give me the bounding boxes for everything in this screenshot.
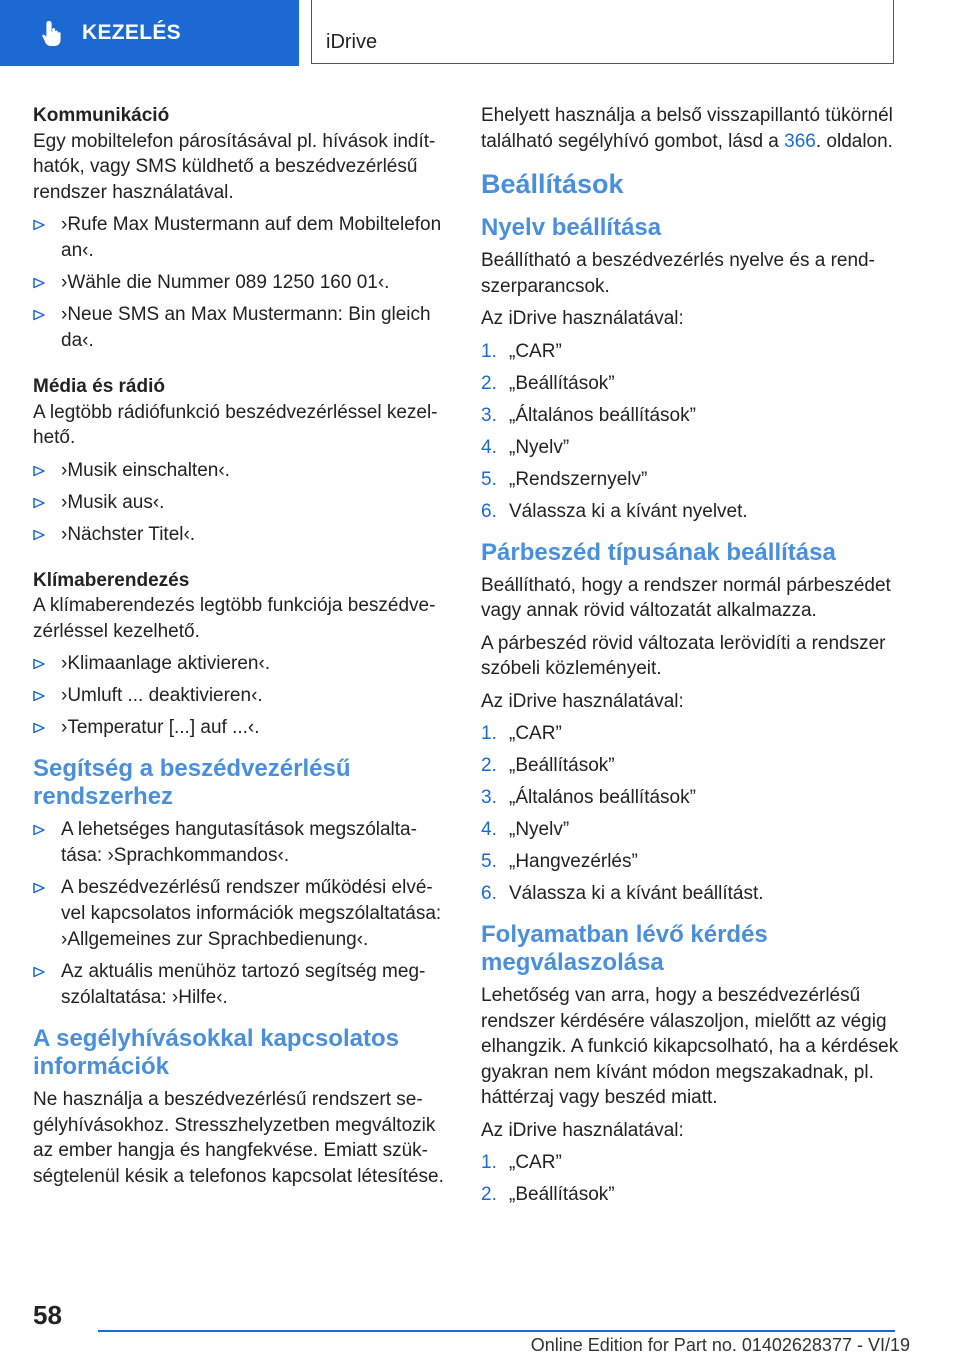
page-reference-link[interactable]: 366 [784,130,816,152]
triangle-bullet-icon [33,824,45,836]
step-item: 5. „Rendszernyelv” [481,468,648,490]
help-list [33,817,451,1011]
language-text: Beállítható a beszédvezérlés nyelve és a rend-szerparancsok. [481,250,875,297]
list-item: ›Wähle die Nummer 089 1250 160 01‹. [33,270,451,296]
komm-title: Kommunikáció [33,105,170,126]
edition-text: Online Edition for Part no. 01402628377 - VI/19 [530,1335,910,1355]
emergency-heading: A segélyhívásokkal kapcsolatos információk [33,1025,399,1080]
language-heading: Nyelv beállítása [481,214,662,241]
list-item: A beszédvezérlésű rendszer működési elvé-vel kapcsolatos információk megszólaltatása: ›Allgemeines zur Sprachbedienung‹. [33,875,451,953]
klima-text: A klímaberendezés legtöbb funkciója beszédve-zérléssel kezelhető. [33,595,436,642]
page-number: 58 [33,1300,62,1330]
step-item: 3. „Általános beállítások” [481,787,696,808]
pending-idrive: Az iDrive használatával: [481,1119,684,1141]
chapter-header [311,0,894,64]
triangle-bullet-icon [33,277,45,289]
emergency-text: Ne használja a beszédvezérlésű rendszert se-gélyhívásokhoz. Stresszhelyzetben megváltozik az ember hangja és hangfekvése. Emiatt szük-ségtelenül késik a telefonos kapcsolat létesítése. [33,1089,444,1187]
triangle-bullet-icon [33,722,45,734]
step-item: 1. „CAR” [481,340,562,362]
intro-text: Ehelyett használja a belső visszapillantó tükörnél található segélyhívó gombot, lásd a 366. oldalon. [481,105,893,152]
list-item: ›Nächster Titel‹. [33,522,451,548]
triangle-bullet-icon [33,497,45,509]
section-label: KEZELÉS [82,21,181,44]
komm-list [33,212,451,354]
step-item: 6. Válassza ki a kívánt nyelvet. [481,500,748,522]
triangle-bullet-icon [33,658,45,670]
list-item: ›Umluft ... deaktivieren‹. [33,683,451,709]
klima-list [33,651,451,741]
triangle-bullet-icon [33,529,45,541]
klima-title: Klímaberendezés [33,569,190,591]
dialog-text-1: Beállítható, hogy a rendszer normál párbeszédet vagy annak rövid változatát alkalmazza. [481,574,891,621]
media-list [33,458,451,548]
triangle-bullet-icon [33,882,45,894]
chapter-label: iDrive [326,31,378,53]
list-item: ›Temperatur [...] auf ...‹. [33,715,451,741]
hand-pointer-icon [40,19,66,47]
list-item: ›Rufe Max Mustermann auf dem Mobiltelefon an‹. [33,212,451,264]
triangle-bullet-icon [33,690,45,702]
media-text: A legtöbb rádiófunkció beszédvezérléssel kezel-hető. [33,401,438,448]
right-column [481,103,899,1216]
list-item: ›Musik aus‹. [33,490,451,516]
list-item: ›Neue SMS an Max Mustermann: Bin gleich da‹. [33,302,451,354]
pending-heading: Folyamatban lévő kérdés megválaszolása [481,921,768,976]
komm-text: Egy mobiltelefon párosításával pl. hívások indít-hatók, vagy SMS küldhető a beszédvezérlésű rendszer használatával. [33,130,436,203]
triangle-bullet-icon [33,966,45,978]
list-item: ›Musik einschalten‹. [33,458,451,484]
pending-steps [481,1150,899,1208]
step-item: 2. „Beállítások” [481,1184,615,1205]
step-item: 4. „Nyelv” [481,436,570,458]
list-item: ›Klimaanlage aktivieren‹. [33,651,451,677]
step-item: 1. „CAR” [481,1152,562,1173]
step-item: 2. „Beállítások” [481,372,615,394]
list-item: Az aktuális menühöz tartozó segítség meg-szólaltatása: ›Hilfe‹. [33,959,451,1011]
language-idrive: Az iDrive használatával: [481,308,684,329]
dialog-steps [481,721,899,907]
step-item: 1. „CAR” [481,723,562,744]
triangle-bullet-icon [33,219,45,231]
dialog-idrive: Az iDrive használatával: [481,690,684,712]
language-steps [481,339,899,525]
step-item: 2. „Beállítások” [481,755,615,776]
section-tab [0,0,299,66]
step-item: 3. „Általános beállítások” [481,404,696,426]
settings-heading: Beállítások [481,169,624,199]
help-heading: Segítség a beszédvezérlésű rendszerhez [33,755,351,810]
step-item: 4. „Nyelv” [481,819,570,840]
footer-divider [98,1330,895,1332]
triangle-bullet-icon [33,309,45,321]
dialog-text-2: A párbeszéd rövid változata lerövidíti a rendszer szóbeli közleményeit. [481,632,886,679]
step-item: 6. Válassza ki a kívánt beállítást. [481,883,764,904]
dialog-heading: Párbeszéd típusának beállítása [481,538,836,566]
pending-text: Lehetőség van arra, hogy a beszédvezérlésű rendszer kérdésére válaszoljon, mielőtt az végig elhangzik. A funkció kikapcsolható, ha a kérdések gyakran nem kívánt módon megszakadnak, pl. háttérzaj vagy beszéd miatt. [481,985,899,1108]
left-column [33,103,451,1196]
step-item: 5. „Hangvezérlés” [481,851,638,872]
list-item: A lehetséges hangutasítások megszólalta-tása: ›Sprachkommandos‹. [33,817,451,869]
triangle-bullet-icon [33,465,45,477]
media-title: Média és rádió [33,376,165,397]
